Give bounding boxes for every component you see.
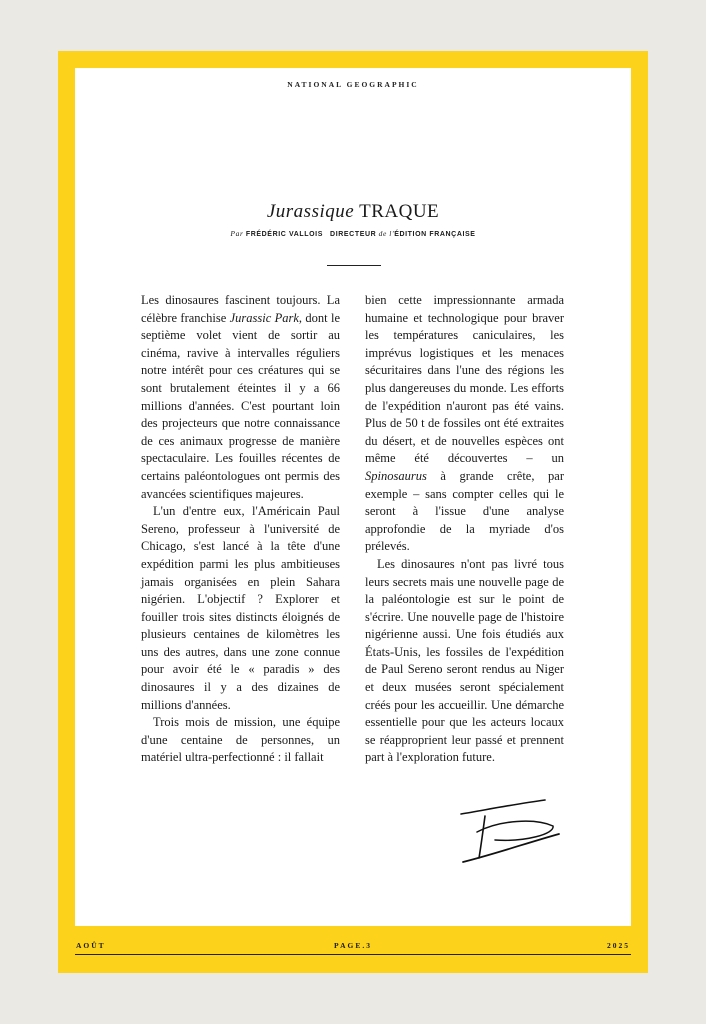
paragraph-3-text-b: à grande crête, par exemple – sans compter celles qui le seront à l'issue d'une analyse approfondie de la myriade d'os prélevés.	[365, 468, 564, 554]
paragraph-3-continued	[365, 292, 564, 556]
byline	[75, 229, 631, 238]
paragraph-3-emphasis: Spinosaurus	[365, 468, 427, 483]
paragraph-4: Les dinosaures n'ont pas livré tous leurs secrets mais une nouvelle page de la paléontologie est sur le point de s'écrire. Une nouvelle page de l'histoire nigérienne aussi. Une fois étudiés aux États-Unis, les fossiles de l'expédition de Paul Sereno seront rendus au Niger et deux musées seront spécialement créés pour les accueillir. Une démarche essentielle pour que les acteurs locaux se réapproprient leur passé et prennent part à l'exploration future.	[365, 556, 564, 765]
footer-year: 2025	[607, 941, 630, 950]
title-main: TRAQUE	[359, 201, 440, 222]
article-title	[75, 201, 631, 223]
byline-de: de	[378, 229, 387, 238]
footer-divider	[75, 954, 631, 955]
title-italic: Jurassique	[266, 201, 355, 222]
masthead: NATIONAL GEOGRAPHIC	[287, 80, 419, 89]
footer-month: AOÛT	[76, 941, 106, 950]
byline-par: Par	[230, 229, 244, 238]
byline-author: FRÉDÉRIC VALLOIS	[245, 231, 323, 238]
column-right	[365, 292, 564, 767]
paragraph-1-text-a: Les dinosaures fascinent toujours. La célèbre franchise	[141, 293, 340, 325]
paragraph-1-text-b: , dont le septième volet vient de sortir au cinéma, ravive à intervalles réguliers notre intérêt pour ces créatures qui se sont brutalement éteintes il y a 66 millions d'années. C'est pourtant loin des projecteurs que notre connaissance de ces animaux progresse de manière spectaculaire. Les fouilles récentes de certains paléontologues ont permis des avancées scientifiques majeures.	[141, 310, 340, 501]
paragraph-3-text-a: bien cette impressionnante armada humaine et technologique pour braver les températures caniculaires, les imprévus logistiques et les menaces sécuritaires dans l'une des régions les plus dangereuses du monde. Les efforts de l'expédition n'auront pas été vains. Plus de 50 t de fossiles ont été extraites du désert, et de nouvelles espèces ont même été découvertes – un	[365, 293, 564, 466]
paragraph-2: L'un d'entre eux, l'Américain Paul Sereno, professeur à l'université de Chicago, s'est lancé à la tête d'une expédition parmi les plus ambitieuses jamais organisées en plein Sahara nigérien. L'objectif ? Explorer et fouiller trois sites distincts éloignés de plusieurs centaines de kilomètres les uns des autres, dans une zone connue pour avoir été le « paradis » des dinosaures il y a des dizaines de millions d'années.	[141, 504, 340, 712]
footer-page-number: PAGE.3	[334, 941, 372, 950]
byline-edition: ÉDITION FRANÇAISE	[394, 231, 476, 238]
page-content	[75, 68, 631, 926]
title-divider	[327, 265, 381, 266]
byline-l: l'	[389, 229, 395, 238]
byline-role: DIRECTEUR	[330, 231, 377, 238]
paragraph-1	[141, 292, 340, 503]
paragraph-1-emphasis: Jurassic Park	[229, 310, 299, 325]
column-left	[141, 292, 340, 767]
signature-icon	[455, 796, 565, 866]
paragraph-3-start: Trois mois de mission, une équipe d'une centaine de personnes, un matériel ultra-perfectionné : il fallait	[141, 715, 340, 765]
